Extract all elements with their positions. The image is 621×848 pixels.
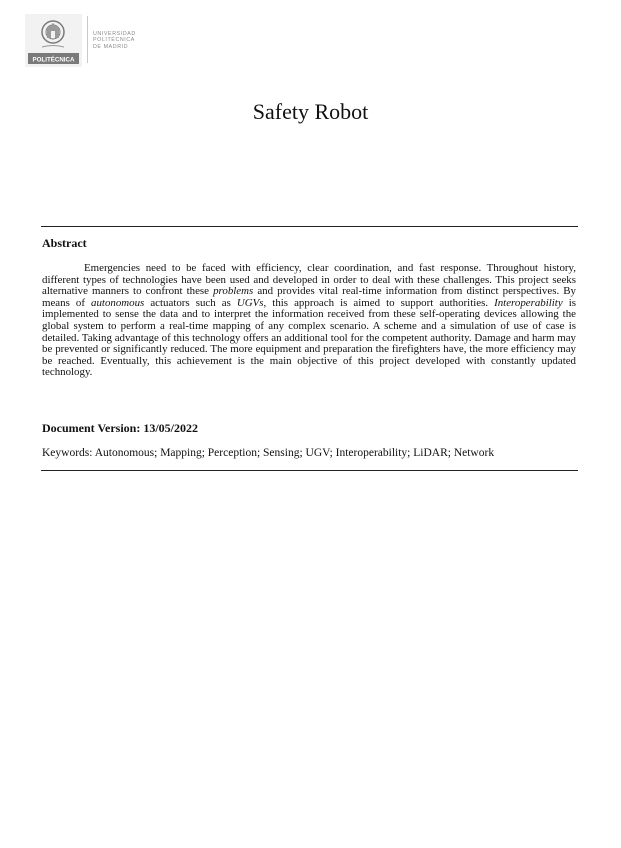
- document-version: Document Version: 13/05/2022: [42, 421, 198, 435]
- top-divider: [41, 226, 578, 227]
- abstract-emphasis: Interoperability: [494, 296, 563, 309]
- abstract-text: is implemented to sense the data and to interpret the information received from these self-operating devices allowing the global system to perform a real-time mapping of any complex scenario. A scheme and a simulation of use of case is detailed. Taking advantage of this technology offers an additional tool for the competent authority. Damage and harm may be prevented or significantly reduced. The more equipment and preparation the firefighters have, the more efficiency may be reached. Eventually, this achievement is the main objective of this project developed with constantly updated technology.: [42, 296, 577, 379]
- abstract-emphasis: autonomous: [91, 296, 145, 309]
- bottom-divider: [41, 470, 578, 471]
- abstract-text: actuators such as: [144, 296, 237, 309]
- abstract-heading: Abstract: [42, 236, 87, 250]
- logo-wordmark: [93, 14, 136, 67]
- keywords-line: Keywords: Autonomous; Mapping; Perception; Sensing; UGV; Interoperability; LiDAR; Network: [42, 447, 495, 459]
- emblem-label: POLITÉCNICA: [32, 56, 75, 64]
- abstract-text: Emergencies need to be faced with efficiency, clear coordination, and fast response. Throughout history, different types of technologies have been used and developed in order to deal with these challenges. This project seeks alternative manners to confront these: [42, 262, 576, 298]
- abstract-text: , this approach is aimed to support authorities.: [263, 296, 495, 309]
- abstract-paragraph: [42, 263, 576, 379]
- abstract-emphasis: problems: [213, 285, 254, 298]
- logo-text-line: DE MADRID: [93, 43, 129, 50]
- university-logo: [25, 14, 148, 67]
- abstract-text: and provides vital real-time information from distinct perspectives. By means of: [42, 285, 576, 309]
- abstract-emphasis: UGVs: [236, 296, 264, 309]
- logo-text-line: POLITÉCNICA: [93, 37, 135, 44]
- document-title: Safety Robot: [252, 99, 369, 124]
- logo-divider: [87, 16, 88, 63]
- university-emblem-icon: [25, 14, 82, 67]
- logo-text-line: UNIVERSIDAD: [93, 30, 136, 37]
